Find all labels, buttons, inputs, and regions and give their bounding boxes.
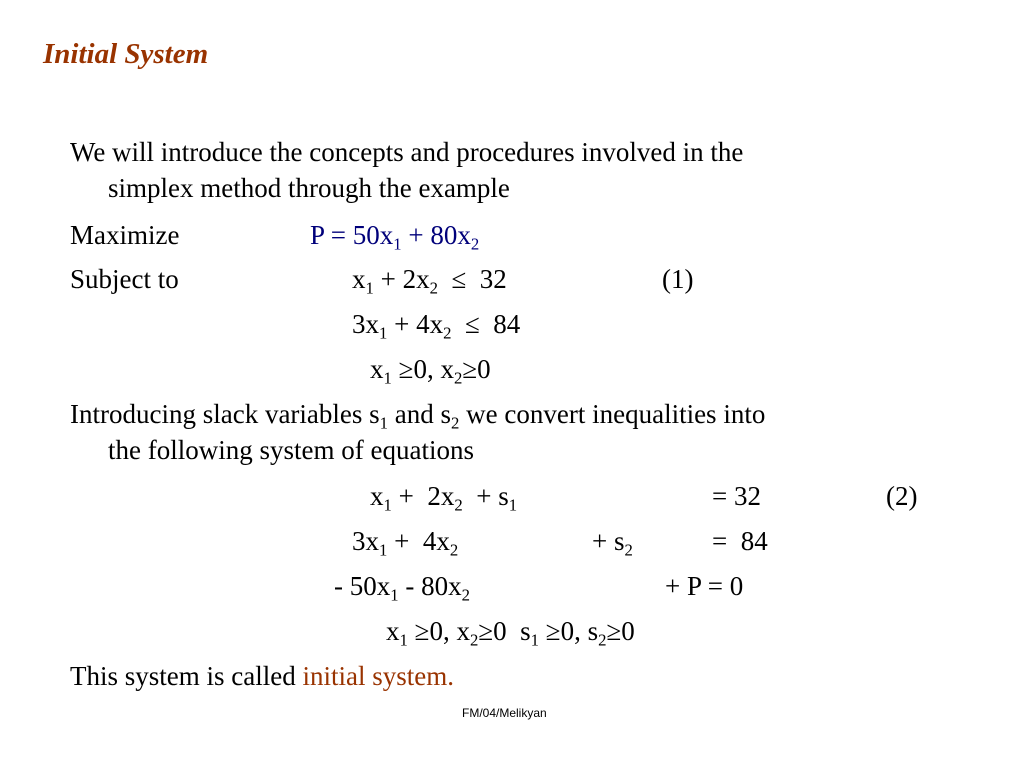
equation-1-rhs: = 32 xyxy=(712,481,761,511)
constraint-1-tag: (1) xyxy=(662,264,694,294)
nonnegativity-constraints: $x_1 \ge 0$, $x_2\ge 0$ xyxy=(370,354,491,388)
equation-2-slack: + $s_2$ xyxy=(592,526,633,560)
slack-intro-line-1: Introducing slack variables $s_1$ and $s_2$ we convert inequalities into xyxy=(70,399,766,433)
system-nonnegativity: $x_1 \ge 0$, $x_2\ge 0$ $s_1 \ge 0$, $s_2\ge 0$ xyxy=(386,616,635,650)
initial-system-term: initial system. xyxy=(302,661,454,691)
intro-line-1: We will introduce the concepts and procedures involved in the xyxy=(70,137,744,167)
slide-title: Initial System xyxy=(43,38,209,70)
subject-to-label: Subject to xyxy=(70,264,179,294)
constraint-2: $3x_1 + 4x_2 \le 84$ xyxy=(352,309,521,343)
maximize-label: Maximize xyxy=(70,220,180,250)
equation-1-tag: (2) xyxy=(886,481,918,511)
intro-line-2: simplex method through the example xyxy=(108,173,510,203)
equation-3: - $50x_1 - 80x_2$ xyxy=(334,571,470,605)
closing-statement: This system is called initial system. xyxy=(70,661,454,691)
constraint-1: $x_1 + 2x_2 \le 32$ xyxy=(352,264,507,298)
equation-1: $x_1 + 2x_2 + s_1$ xyxy=(370,481,518,515)
equation-3-rhs: + P = 0 xyxy=(665,571,744,601)
equation-2-rhs: = 84 xyxy=(712,526,768,556)
footer-credit: FM/04/Melikyan xyxy=(462,706,547,720)
equation-2: $3x_1 + 4x_2$ xyxy=(352,526,459,560)
slack-intro-line-2: the following system of equations xyxy=(108,435,474,465)
objective-function: $P = 50x_1 + 80x_2$ xyxy=(310,220,480,254)
